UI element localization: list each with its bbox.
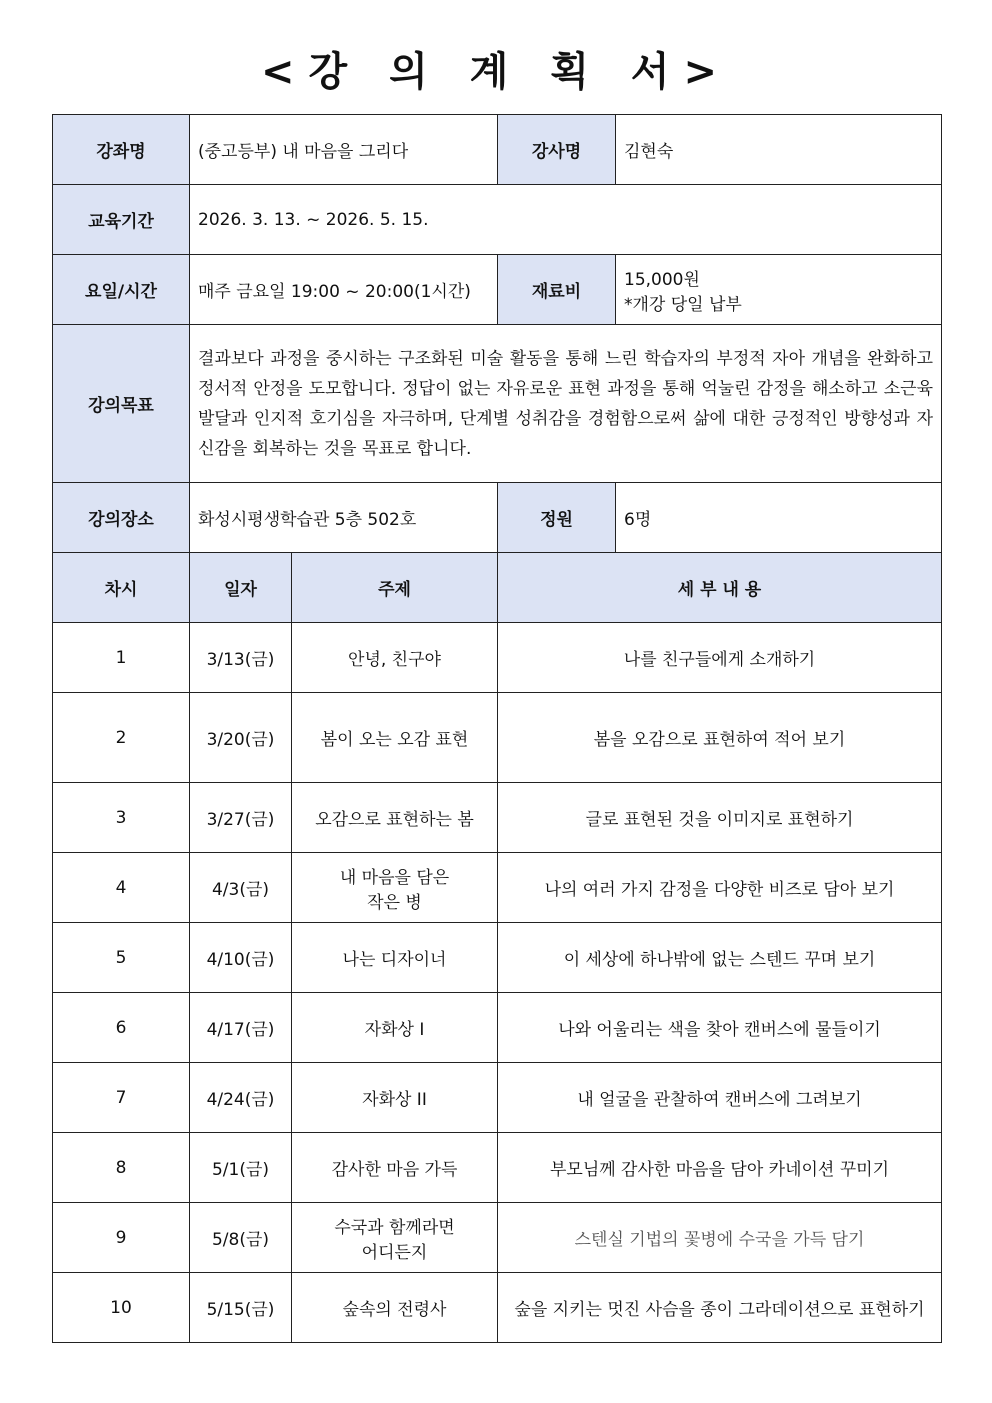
session-topic: 오감으로 표현하는 봄 bbox=[292, 783, 498, 853]
session-no-header: 차시 bbox=[53, 553, 190, 623]
session-date: 4/10(금) bbox=[190, 923, 292, 993]
session-detail: 나와 어울리는 색을 찾아 캔버스에 물들이기 bbox=[498, 993, 942, 1063]
session-topic: 숲속의 전령사 bbox=[292, 1273, 498, 1343]
material-value bbox=[616, 255, 942, 325]
session-detail: 나의 여러 가지 감정을 다양한 비즈로 담아 보기 bbox=[498, 853, 942, 923]
session-date: 3/20(금) bbox=[190, 693, 292, 783]
session-detail: 숲을 지키는 멋진 사슴을 종이 그라데이션으로 표현하기 bbox=[498, 1273, 942, 1343]
session-date: 4/17(금) bbox=[190, 993, 292, 1063]
session-row bbox=[53, 993, 942, 1063]
session-topic: 감사한 마음 가득 bbox=[292, 1133, 498, 1203]
session-detail: 내 얼굴을 관찰하여 캔버스에 그려보기 bbox=[498, 1063, 942, 1133]
session-row bbox=[53, 1133, 942, 1203]
session-topic: 자화상 II bbox=[292, 1063, 498, 1133]
session-no: 6 bbox=[53, 993, 190, 1063]
session-no: 2 bbox=[53, 693, 190, 783]
instructor-label: 강사명 bbox=[498, 115, 616, 185]
session-no: 3 bbox=[53, 783, 190, 853]
place-value: 화성시평생학습관 5층 502호 bbox=[190, 483, 498, 553]
lecture-plan-table bbox=[52, 114, 942, 1343]
session-topic bbox=[292, 853, 498, 923]
session-no: 7 bbox=[53, 1063, 190, 1133]
session-topic: 봄이 오는 오감 표현 bbox=[292, 693, 498, 783]
course-name-value: (중고등부) 내 마음을 그리다 bbox=[190, 115, 498, 185]
session-detail: 부모님께 감사한 마음을 담아 카네이션 꾸미기 bbox=[498, 1133, 942, 1203]
period-row bbox=[53, 185, 942, 255]
place-row bbox=[53, 483, 942, 553]
period-value: 2026. 3. 13. ~ 2026. 5. 15. bbox=[190, 185, 942, 255]
session-topic: 나는 디자이너 bbox=[292, 923, 498, 993]
session-no: 8 bbox=[53, 1133, 190, 1203]
session-detail: 봄을 오감으로 표현하여 적어 보기 bbox=[498, 693, 942, 783]
session-date: 4/3(금) bbox=[190, 853, 292, 923]
capacity-value: 6명 bbox=[616, 483, 942, 553]
document-title: <강 의 계 획 서> bbox=[261, 49, 731, 95]
course-row bbox=[53, 115, 942, 185]
session-row bbox=[53, 1273, 942, 1343]
schedule-value: 매주 금요일 19:00 ~ 20:00(1시간) bbox=[190, 255, 498, 325]
session-date: 3/27(금) bbox=[190, 783, 292, 853]
session-date: 5/15(금) bbox=[190, 1273, 292, 1343]
material-fee: 15,000원 bbox=[624, 269, 700, 290]
session-topic: 자화상 I bbox=[292, 993, 498, 1063]
course-name-label: 강좌명 bbox=[53, 115, 190, 185]
session-detail-header: 세 부 내 용 bbox=[498, 553, 942, 623]
session-date: 3/13(금) bbox=[190, 623, 292, 693]
session-topic bbox=[292, 1203, 498, 1273]
session-no: 9 bbox=[53, 1203, 190, 1273]
session-row bbox=[53, 1063, 942, 1133]
instructor-value: 김현숙 bbox=[616, 115, 942, 185]
session-row bbox=[53, 1203, 942, 1273]
session-topic: 안녕, 친구야 bbox=[292, 623, 498, 693]
material-note: *개강 당일 납부 bbox=[624, 294, 742, 315]
session-row bbox=[53, 623, 942, 693]
goal-row bbox=[53, 325, 942, 483]
goal-value: 결과보다 과정을 중시하는 구조화된 미술 활동을 통해 느린 학습자의 부정적 자아 개념을 완화하고 정서적 안정을 도모합니다. 정답이 없는 자유로운 표현 과정을 통해 억눌린 감정을 해소하고 소근육 발달과 인지적 호기심을 자극하며, 단계별 성취감을 경험함으로써 삶에 대한 긍정적인 방향성과 자신감을 회복하는 것을 목표로 합니다. bbox=[190, 325, 942, 483]
session-no: 5 bbox=[53, 923, 190, 993]
session-detail: 나를 친구들에게 소개하기 bbox=[498, 623, 942, 693]
material-label: 재료비 bbox=[498, 255, 616, 325]
session-topic-line: 어디든지 bbox=[361, 1242, 428, 1263]
session-date: 5/1(금) bbox=[190, 1133, 292, 1203]
schedule-label: 요일/시간 bbox=[53, 255, 190, 325]
session-date: 5/8(금) bbox=[190, 1203, 292, 1273]
goal-label: 강의목표 bbox=[53, 325, 190, 483]
session-row bbox=[53, 923, 942, 993]
session-row bbox=[53, 693, 942, 783]
session-no: 4 bbox=[53, 853, 190, 923]
session-date-header: 일자 bbox=[190, 553, 292, 623]
session-topic-line: 수국과 함께라면 bbox=[334, 1217, 455, 1238]
session-topic-header: 주제 bbox=[292, 553, 498, 623]
session-detail: 이 세상에 하나밖에 없는 스텐드 꾸며 보기 bbox=[498, 923, 942, 993]
session-no: 10 bbox=[53, 1273, 190, 1343]
session-detail: 글로 표현된 것을 이미지로 표현하기 bbox=[498, 783, 942, 853]
schedule-row bbox=[53, 255, 942, 325]
session-row bbox=[53, 783, 942, 853]
capacity-label: 정원 bbox=[498, 483, 616, 553]
session-row bbox=[53, 853, 942, 923]
session-no: 1 bbox=[53, 623, 190, 693]
session-date: 4/24(금) bbox=[190, 1063, 292, 1133]
period-label: 교육기간 bbox=[53, 185, 190, 255]
place-label: 강의장소 bbox=[53, 483, 190, 553]
session-topic-line: 내 마음을 담은 bbox=[339, 867, 450, 888]
sessions-header-row bbox=[53, 553, 942, 623]
session-topic-line: 작은 병 bbox=[367, 892, 422, 913]
session-detail: 스텐실 기법의 꽃병에 수국을 가득 담기 bbox=[498, 1203, 942, 1273]
